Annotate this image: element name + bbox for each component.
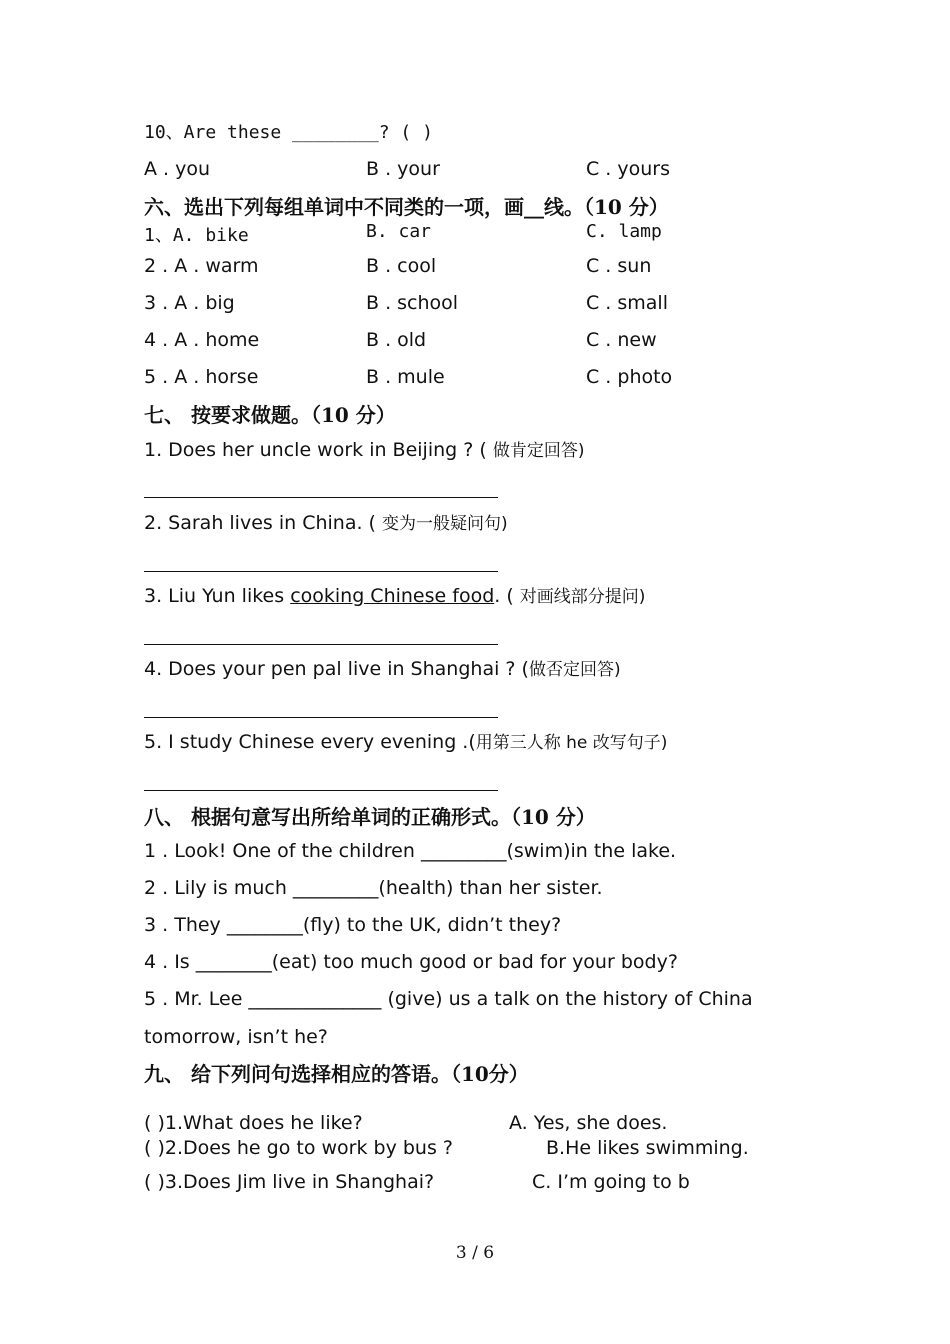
sec9-answer-b: B.He likes swimming. [546,1137,749,1159]
sec7-q5-text: 5. I study Chinese every evening .( [144,731,476,753]
sec8-item-5-continued: tomorrow, isn’t he? [144,1026,328,1048]
answer-line-1[interactable] [144,497,498,498]
sec6-row1-a: 1、A. bike [144,225,249,246]
section8-title: 八、 根据句意写出所给单词的正确形式。（10 分） [144,805,596,829]
sec6-row1-c: C. lamp [586,221,662,242]
sec7-q2-text: 2. Sarah lives in China. ( [144,512,383,534]
sec7-q5-instruction: 用第三人称 he 改写句子) [475,733,668,753]
sec6-row2-c: C . sun [586,255,652,277]
q10-option-c: C . yours [586,158,671,180]
section6-title: 六、选出下列每组单词中不同类的一项，画__线。（10 分） [144,195,669,219]
section9-title: 九、 给下列问句选择相应的答语。（10分） [144,1062,529,1086]
sec6-row4-b: B . old [366,329,427,351]
sec7-q3-underlined: cooking Chinese food [290,585,495,607]
sec6-row4-c: C . new [586,329,657,351]
sec6-row2-a: 2 . A . warm [144,255,259,277]
sec6-row5-c: C . photo [586,366,673,388]
sec7-question-2 [144,512,508,535]
answer-line-3[interactable] [144,644,498,645]
sec8-item-2: 2 . Lily is much _________(health) than her sister. [144,877,603,899]
sec9-question-1: ( )1.What does he like? [144,1112,363,1134]
sec6-row3-b: B . school [366,292,459,314]
sec7-question-3 [144,585,645,608]
sec7-q1-instruction: 做肯定回答) [492,441,585,461]
sec7-question-4 [144,658,621,681]
answer-line-5[interactable] [144,790,498,791]
answer-line-4[interactable] [144,717,498,718]
sec7-q1-text: 1. Does her uncle work in Beijing ? ( [144,439,493,461]
sec9-question-3: ( )3.Does Jim live in Shanghai? [144,1171,435,1193]
sec7-question-1 [144,439,584,462]
sec7-q4-instruction: 做否定回答) [528,660,621,680]
q10-option-a: A . you [144,158,211,180]
sec7-q4-text: 4. Does your pen pal live in Shanghai ? ( [144,658,529,680]
sec7-q2-instruction: 变为一般疑问句) [382,514,508,534]
sec9-question-2: ( )2.Does he go to work by bus ? [144,1137,453,1159]
q10-text: 10、Are these ________? ( ) [144,122,433,143]
sec8-item-4: 4 . Is ________(eat) too much good or bad for your body? [144,951,678,973]
sec6-row3-a: 3 . A . big [144,292,235,314]
sec7-q3-instruction: 对画线部分提问) [519,587,646,607]
sec7-q3-post: . ( [494,585,520,607]
sec6-row2-b: B . cool [366,255,437,277]
sec6-row4-a: 4 . A . home [144,329,260,351]
sec6-row5-a: 5 . A . horse [144,366,259,388]
q10-option-b: B . your [366,158,440,180]
answer-line-2[interactable] [144,571,498,572]
sec7-q3-pre: 3. Liu Yun likes [144,585,291,607]
section7-title: 七、 按要求做题。（10 分） [144,403,396,427]
sec6-row3-c: C . small [586,292,668,314]
sec6-row5-b: B . mule [366,366,445,388]
sec8-item-3: 3 . They ________(fly) to the UK, didn’t they? [144,914,562,936]
page-number: 3 / 6 [455,1243,495,1263]
sec8-item-5: 5 . Mr. Lee ______________ (give) us a talk on the history of China [144,988,753,1010]
sec7-question-5 [144,731,667,754]
sec9-answer-a: A. Yes, she does. [509,1112,668,1134]
sec8-item-1: 1 . Look! One of the children _________(swim)in the lake. [144,840,677,862]
sec6-row1-b: B. car [366,221,432,242]
sec9-answer-c: C. I’m going to b [532,1171,690,1193]
